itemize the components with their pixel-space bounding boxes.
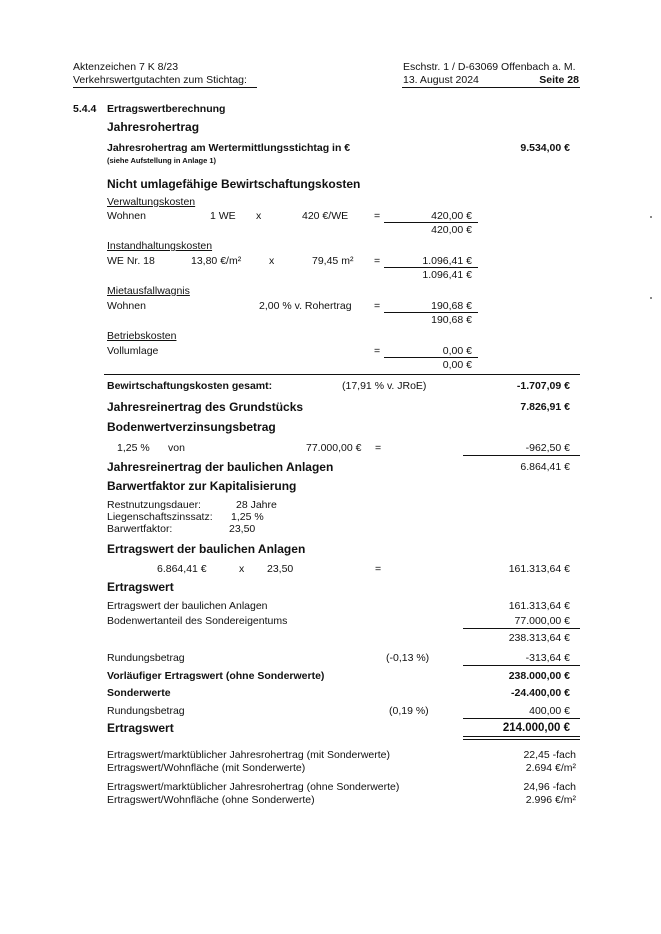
vacancy-risk-value: 190,68 €	[431, 300, 472, 312]
land-interest-of: von	[168, 442, 185, 454]
vacancy-risk-rate: 2,00 % v. Rohertrag	[259, 300, 352, 312]
rounding-label: Rundungsbetrag	[107, 652, 185, 664]
maintenance-costs-rate: 13,80 €/m²	[191, 255, 242, 267]
maintenance-costs-area: 79,45 m²	[312, 255, 354, 267]
operating-costs-subtotal: 0,00 €	[442, 359, 472, 371]
special-values-value: -24.400,00 €	[511, 687, 570, 699]
land-interest-rate: 1,25 %	[117, 442, 150, 454]
iv-sum-value: 238.313,64 €	[508, 632, 570, 644]
land-interest-rule	[463, 455, 580, 456]
costs-total-share: (17,91 % v. JRoE)	[342, 380, 427, 392]
header-rule-left	[73, 87, 257, 88]
operating-costs-eq: =	[374, 345, 381, 357]
building-value-eq: =	[375, 563, 382, 575]
building-income-label: Jahresreinertrag der baulichen Anlagen	[107, 460, 334, 474]
maintenance-costs-op: x	[269, 255, 275, 267]
gross-income-note: (siehe Aufstellung in Anlage 1)	[107, 156, 217, 165]
ratio-area-with-special-value: 2.694 €/m²	[525, 762, 576, 774]
prelim-value-value: 238.000,00 €	[508, 670, 570, 682]
ratio-area-without-special-value: 2.996 €/m²	[525, 794, 576, 806]
iv-land-value: 77.000,00 €	[514, 615, 570, 627]
land-interest-heading: Bodenwertverzinsungsbetrag	[107, 420, 276, 434]
admin-costs-value: 420,00 €	[431, 210, 472, 222]
admin-costs-qty: 1 WE	[210, 210, 236, 222]
admin-costs-subtotal: 420,00 €	[431, 224, 472, 236]
present-value-factor-label: Barwertfaktor:	[107, 523, 173, 535]
admin-costs-label: Wohnen	[107, 210, 146, 222]
ratio-gross-without-special-value: 24,96 -fach	[523, 781, 576, 793]
header-date: 13. August 2024	[403, 74, 479, 86]
remaining-life-value: 28 Jahre	[236, 499, 277, 511]
prelim-value-label: Vorläufiger Ertragswert (ohne Sonderwerte)	[107, 670, 325, 682]
rounding2-pct: (0,19 %)	[389, 705, 429, 717]
scan-speck	[650, 216, 652, 218]
present-value-factor-value: 23,50	[229, 523, 256, 535]
rounding-pct: (-0,13 %)	[386, 652, 430, 664]
operating-costs-label: Vollumlage	[107, 345, 159, 357]
final-value-value: 214.000,00 €	[502, 722, 570, 734]
ratio-gross-with-special-label: Ertragswert/marktüblicher Jahresrohertrag (mit Sonderwerte)	[107, 749, 391, 761]
maintenance-costs-eq: =	[374, 255, 381, 267]
land-interest-base: 77.000,00 €	[306, 442, 362, 454]
gross-income-heading: Jahresrohertrag	[107, 120, 200, 134]
maintenance-costs-value: 1.096,41 €	[422, 255, 472, 267]
maintenance-costs-title: Instandhaltungskosten	[107, 240, 213, 252]
costs-total-value: -1.707,09 €	[516, 380, 570, 392]
rounding2-label: Rundungsbetrag	[107, 705, 185, 717]
final-value-label: Ertragswert	[107, 721, 174, 735]
final-double-rule-1	[463, 736, 580, 737]
building-value-income: 6.864,41 €	[157, 563, 207, 575]
net-income-value: 7.826,91 €	[520, 401, 570, 413]
income-value-heading: Ertragswert	[107, 580, 174, 594]
gross-income-value: 9.534,00 €	[520, 142, 570, 154]
operating-costs-value: 0,00 €	[442, 345, 472, 357]
page-number: Seite 28	[539, 74, 579, 86]
ratio-gross-with-special-value: 22,45 -fach	[523, 749, 576, 761]
building-value-factor: 23,50	[267, 563, 294, 575]
iv-sum-rule	[463, 628, 580, 629]
land-interest-value: -962,50 €	[525, 442, 570, 454]
file-number: Aktenzeichen 7 K 8/23	[73, 61, 179, 73]
admin-costs-rule	[384, 222, 478, 223]
maintenance-costs-subtotal: 1.096,41 €	[422, 269, 472, 281]
rounding-rule	[463, 665, 580, 666]
vacancy-risk-title: Mietausfallwagnis	[107, 285, 190, 297]
ratio-gross-without-special-label: Ertragswert/marktüblicher Jahresrohertrag (ohne Sonderwerte)	[107, 781, 400, 793]
building-value-value: 161.313,64 €	[508, 563, 570, 575]
rounding-value: -313,64 €	[525, 652, 570, 664]
admin-costs-eq: =	[374, 210, 381, 222]
header-rule-right	[402, 87, 580, 88]
interest-rate-label: Liegenschaftszinssatz:	[107, 511, 213, 523]
maintenance-costs-label: WE Nr. 18	[107, 255, 155, 267]
scan-speck	[650, 297, 652, 299]
iv-building-value: 161.313,64 €	[508, 600, 570, 612]
admin-costs-op: x	[256, 210, 262, 222]
interest-rate-value: 1,25 %	[231, 511, 264, 523]
costs-heading: Nicht umlagefähige Bewirtschaftungskosten	[107, 177, 361, 191]
admin-costs-rate: 420 €/WE	[302, 210, 349, 222]
rounding2-rule	[463, 718, 580, 719]
header-address: Eschstr. 1 / D-63069 Offenbach a. M.	[403, 61, 576, 73]
gross-income-label: Jahresrohertrag am Wertermittlungsstichtag in €	[107, 142, 351, 154]
costs-total-rule	[104, 374, 580, 375]
special-values-label: Sonderwerte	[107, 687, 171, 699]
document-title: Verkehrswertgutachten zum Stichtag:	[73, 74, 247, 86]
iv-land-label: Bodenwertanteil des Sondereigentums	[107, 615, 288, 627]
operating-costs-rule	[384, 357, 478, 358]
net-income-label: Jahresreinertrag des Grundstücks	[107, 400, 304, 414]
costs-total-label: Bewirtschaftungskosten gesamt:	[107, 380, 273, 392]
vacancy-risk-eq: =	[374, 300, 381, 312]
iv-building-label: Ertragswert der baulichen Anlagen	[107, 600, 268, 612]
building-value-op: x	[239, 563, 245, 575]
building-income-value: 6.864,41 €	[520, 461, 570, 473]
final-double-rule-2	[463, 739, 580, 740]
vacancy-risk-subtotal: 190,68 €	[431, 314, 472, 326]
operating-costs-title: Betriebskosten	[107, 330, 177, 342]
remaining-life-label: Restnutzungsdauer:	[107, 499, 201, 511]
maintenance-costs-rule	[384, 267, 478, 268]
capitalization-heading: Barwertfaktor zur Kapitalisierung	[107, 479, 297, 493]
ratio-area-without-special-label: Ertragswert/Wohnfläche (ohne Sonderwerte)	[107, 794, 315, 806]
admin-costs-title: Verwaltungskosten	[107, 196, 196, 208]
land-interest-eq: =	[375, 442, 382, 454]
vacancy-risk-label: Wohnen	[107, 300, 146, 312]
section-title: Ertragswertberechnung	[107, 103, 226, 115]
building-value-heading: Ertragswert der baulichen Anlagen	[107, 542, 306, 556]
section-number: 5.4.4	[73, 103, 97, 115]
vacancy-risk-rule	[384, 312, 478, 313]
ratio-area-with-special-label: Ertragswert/Wohnfläche (mit Sonderwerte)	[107, 762, 306, 774]
rounding2-value: 400,00 €	[529, 705, 570, 717]
